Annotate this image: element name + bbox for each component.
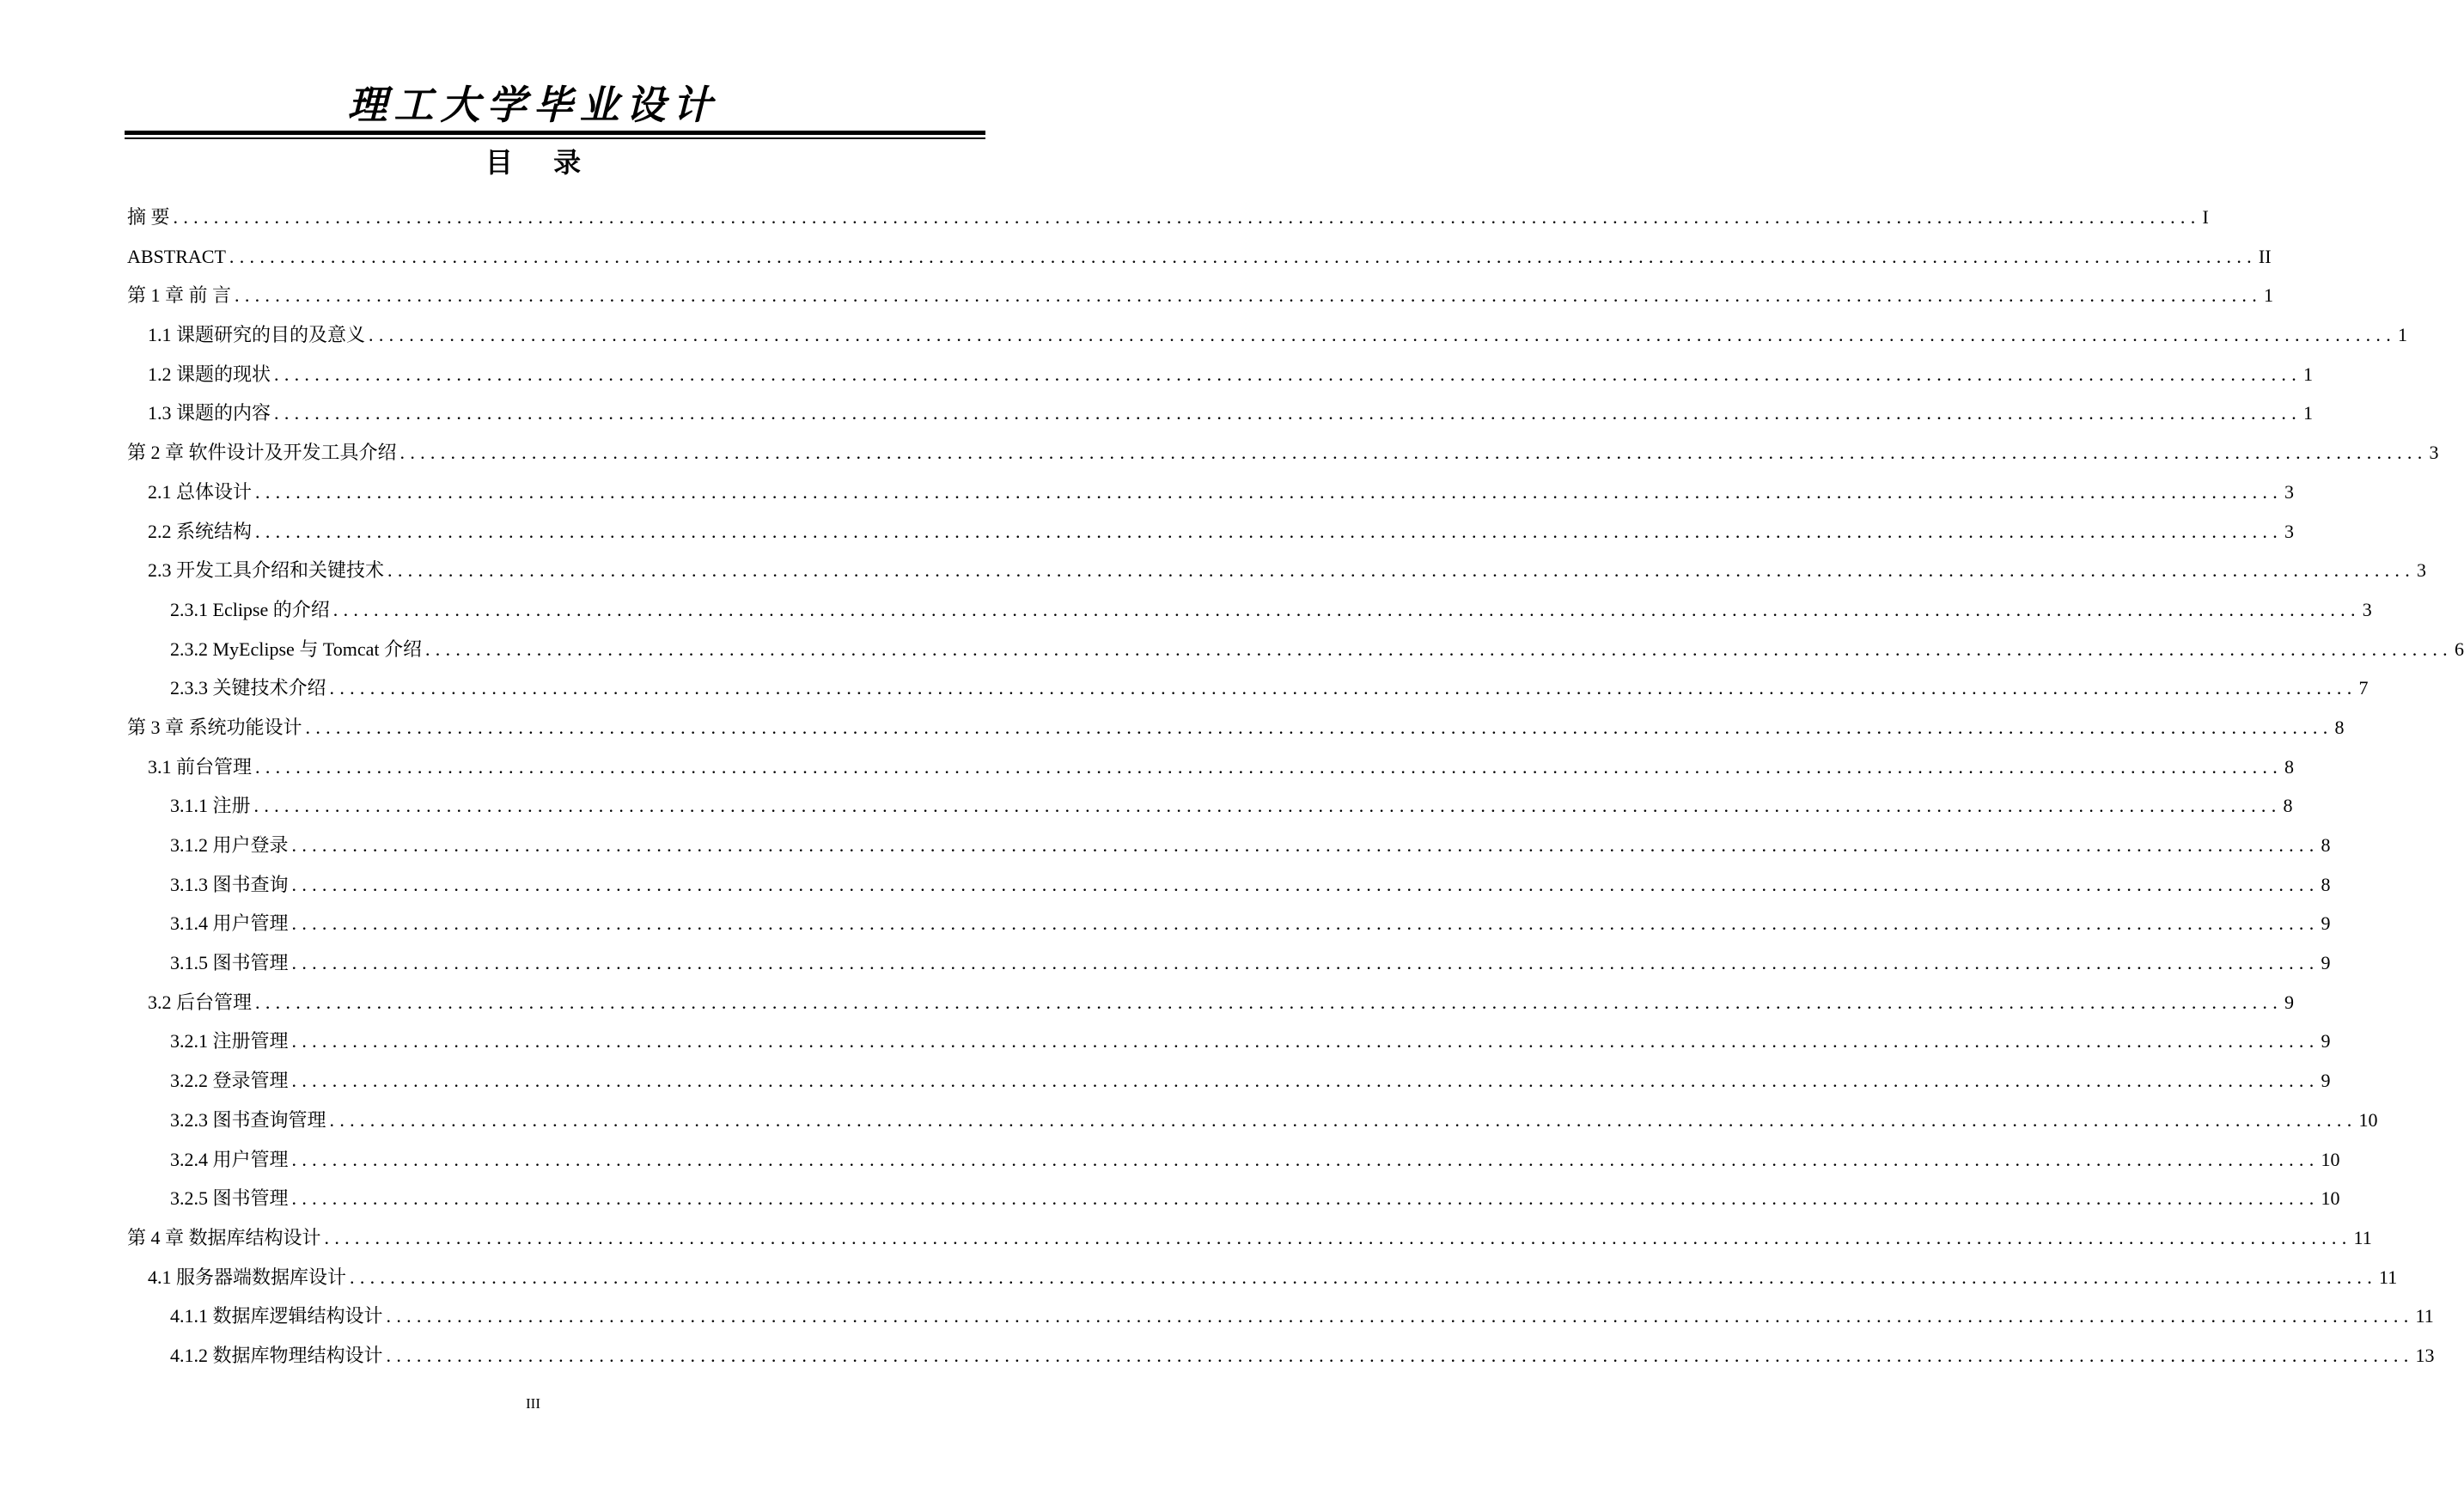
toc-entry-label: 2.3.3 关键技术介绍	[170, 677, 326, 699]
toc-entry-label: 3.1.2 用户登录	[170, 834, 289, 856]
toc-entry-label: 摘 要	[127, 206, 170, 228]
toc-entry[interactable]	[127, 1336, 2435, 1376]
toc-dot-leader: ........................................................................................................................................................................................................	[329, 1108, 2357, 1131]
toc-entry-page: 11	[2415, 1305, 2434, 1327]
toc-dot-leader: ........................................................................................................................................................................................................	[255, 520, 2284, 542]
running-header-title: 理工大学毕业设计	[347, 82, 719, 128]
toc-entry[interactable]	[127, 590, 2372, 630]
toc-entry[interactable]	[127, 551, 2427, 590]
toc-dot-leader: ........................................................................................................................................................................................................	[386, 1344, 2414, 1366]
toc-dot-leader: ........................................................................................................................................................................................................	[324, 1226, 2352, 1248]
toc-entry-page: 1	[2303, 363, 2314, 385]
toc-entry-page: 6	[2454, 638, 2464, 660]
toc-entry[interactable]	[127, 630, 2464, 669]
toc-entry-page: 9	[2321, 952, 2331, 974]
toc-entry-label: 3.1 前台管理	[148, 755, 253, 778]
toc-dot-leader: ........................................................................................................................................................................................................	[369, 324, 2397, 346]
toc-dot-leader: ........................................................................................................................................................................................................	[305, 716, 2333, 738]
toc-entry-page: 9	[2321, 1030, 2331, 1052]
toc-dot-leader: ........................................................................................................................................................................................................	[255, 991, 2284, 1013]
toc-entry-page: 11	[2353, 1226, 2372, 1248]
toc-entry-label: 2.3.1 Eclipse 的介绍	[170, 598, 330, 620]
header-rule-thick	[125, 131, 985, 135]
toc-entry[interactable]	[127, 276, 2274, 315]
toc-entry-label: 1.3 课题的内容	[148, 402, 271, 424]
toc-entry[interactable]	[127, 747, 2295, 787]
toc-dot-leader: ........................................................................................................................................................................................................	[274, 363, 2302, 385]
toc-entry-page: 8	[2321, 873, 2331, 895]
toc-entry-page: 1	[2303, 402, 2314, 424]
toc-entry-page: 1	[2264, 284, 2274, 307]
toc-entry[interactable]	[127, 355, 2314, 394]
toc-entry-page: 3	[2362, 598, 2372, 620]
toc-dot-leader: ........................................................................................................................................................................................................	[291, 834, 2320, 856]
toc-entry-page: 1	[2398, 324, 2408, 346]
toc-entry-label: 3.2 后台管理	[148, 991, 253, 1013]
toc-entry-label: 3.2.2 登录管理	[170, 1070, 289, 1092]
toc-entry-page: 10	[2321, 1187, 2340, 1210]
toc-entry[interactable]	[127, 394, 2314, 433]
toc-entry-label: 3.2.1 注册管理	[170, 1030, 289, 1052]
toc-entry-label: 3.1.4 用户管理	[170, 912, 289, 935]
toc-entry[interactable]	[127, 1101, 2378, 1140]
toc-entry-label: 4.1 服务器端数据库设计	[148, 1266, 347, 1288]
toc-entry[interactable]	[127, 198, 2209, 237]
toc-entry[interactable]	[127, 1218, 2372, 1258]
toc-entry[interactable]	[127, 1179, 2340, 1218]
toc-entry-page: 3	[2417, 559, 2427, 582]
toc-entry-label: 2.1 总体设计	[148, 480, 253, 503]
toc-entry[interactable]	[127, 1061, 2331, 1101]
toc-dot-leader: ........................................................................................................................................................................................................	[386, 1305, 2414, 1327]
toc-entry[interactable]	[127, 512, 2295, 552]
toc-entry-page: 8	[2283, 795, 2293, 817]
toc-entry[interactable]	[127, 1297, 2434, 1336]
toc-dot-leader: ........................................................................................................................................................................................................	[424, 638, 2453, 660]
toc-dot-leader: ........................................................................................................................................................................................................	[291, 1030, 2320, 1052]
toc-entry-label: ABSTRACT	[127, 245, 226, 267]
toc-entry-page: 7	[2358, 677, 2369, 699]
toc-entry-label: 第 3 章 系统功能设计	[127, 716, 302, 738]
toc-entry[interactable]	[127, 943, 2331, 983]
toc-entry-page: 3	[2284, 480, 2295, 503]
toc-dot-leader: ........................................................................................................................................................................................................	[291, 912, 2320, 935]
toc-entry[interactable]	[127, 786, 2293, 826]
toc-heading: 目 录	[485, 146, 597, 179]
toc-entry[interactable]	[127, 1258, 2398, 1297]
toc-entry[interactable]	[127, 865, 2331, 905]
table-of-contents	[127, 198, 2464, 1376]
toc-entry-label: 第 4 章 数据库结构设计	[127, 1226, 321, 1248]
toc-entry-page: 8	[2284, 755, 2295, 778]
toc-entry-label: 3.1.5 图书管理	[170, 952, 289, 974]
toc-dot-leader: ........................................................................................................................................................................................................	[235, 284, 2263, 307]
toc-entry-page: I	[2202, 206, 2209, 228]
page-number: III	[526, 1395, 540, 1412]
toc-entry[interactable]	[127, 1022, 2331, 1061]
toc-entry-label: 3.2.3 图书查询管理	[170, 1108, 326, 1131]
toc-dot-leader: ........................................................................................................................................................................................................	[274, 402, 2302, 424]
toc-entry-label: 2.3 开发工具介绍和关键技术	[148, 559, 385, 582]
toc-entry-label: 3.2.4 用户管理	[170, 1148, 289, 1170]
toc-entry-label: 第 2 章 软件设计及开发工具介绍	[127, 442, 397, 464]
toc-entry[interactable]	[127, 1140, 2340, 1180]
toc-entry-page: 3	[2429, 442, 2439, 464]
toc-dot-leader: ........................................................................................................................................................................................................	[291, 952, 2320, 974]
toc-entry-page: 9	[2321, 1070, 2331, 1092]
toc-dot-leader: ........................................................................................................................................................................................................	[255, 755, 2284, 778]
toc-entry[interactable]	[127, 826, 2331, 865]
toc-dot-leader: ........................................................................................................................................................................................................	[387, 559, 2416, 582]
toc-entry-label: 2.3.2 MyEclipse 与 Tomcat 介绍	[170, 638, 422, 660]
toc-dot-leader: ........................................................................................................................................................................................................	[173, 206, 2201, 228]
toc-dot-leader: ........................................................................................................................................................................................................	[255, 480, 2284, 503]
toc-entry-page: 9	[2321, 912, 2331, 935]
toc-entry-label: 3.2.5 图书管理	[170, 1187, 289, 1210]
toc-entry[interactable]	[127, 237, 2272, 277]
toc-entry-page: 10	[2321, 1148, 2340, 1170]
toc-dot-leader: ........................................................................................................................................................................................................	[229, 245, 2257, 267]
toc-entry-page: 11	[2379, 1266, 2398, 1288]
toc-entry[interactable]	[127, 433, 2439, 473]
toc-entry-page: 9	[2284, 991, 2295, 1013]
toc-entry-label: 第 1 章 前 言	[127, 284, 232, 307]
toc-entry-page: 10	[2358, 1108, 2378, 1131]
toc-entry-page: 8	[2321, 834, 2331, 856]
toc-entry-page: II	[2258, 245, 2272, 267]
toc-entry-label: 4.1.1 数据库逻辑结构设计	[170, 1305, 383, 1327]
toc-entry[interactable]	[127, 904, 2331, 943]
toc-entry[interactable]	[127, 315, 2408, 355]
toc-entry[interactable]	[127, 983, 2295, 1022]
toc-dot-leader: ........................................................................................................................................................................................................	[350, 1266, 2378, 1288]
toc-entry-label: 3.1.3 图书查询	[170, 873, 289, 895]
toc-entry[interactable]	[127, 708, 2345, 747]
toc-dot-leader: ........................................................................................................................................................................................................	[291, 1148, 2320, 1170]
toc-dot-leader: ........................................................................................................................................................................................................	[399, 442, 2428, 464]
toc-entry-label: 3.1.1 注册	[170, 795, 251, 817]
toc-dot-leader: ........................................................................................................................................................................................................	[329, 677, 2357, 699]
toc-dot-leader: ........................................................................................................................................................................................................	[253, 795, 2282, 817]
toc-dot-leader: ........................................................................................................................................................................................................	[291, 1187, 2320, 1210]
toc-entry[interactable]	[127, 473, 2295, 512]
toc-dot-leader: ........................................................................................................................................................................................................	[332, 598, 2361, 620]
toc-entry-page: 13	[2415, 1344, 2435, 1366]
toc-entry-page: 8	[2334, 716, 2345, 738]
header-rule-thin	[125, 137, 985, 139]
toc-dot-leader: ........................................................................................................................................................................................................	[291, 1070, 2320, 1092]
toc-entry[interactable]	[127, 668, 2369, 708]
toc-entry-label: 2.2 系统结构	[148, 520, 253, 542]
toc-entry-page: 3	[2284, 520, 2295, 542]
toc-entry-label: 1.1 课题研究的目的及意义	[148, 324, 366, 346]
toc-dot-leader: ........................................................................................................................................................................................................	[291, 873, 2320, 895]
toc-entry-label: 4.1.2 数据库物理结构设计	[170, 1344, 383, 1366]
toc-entry-label: 1.2 课题的现状	[148, 363, 271, 385]
